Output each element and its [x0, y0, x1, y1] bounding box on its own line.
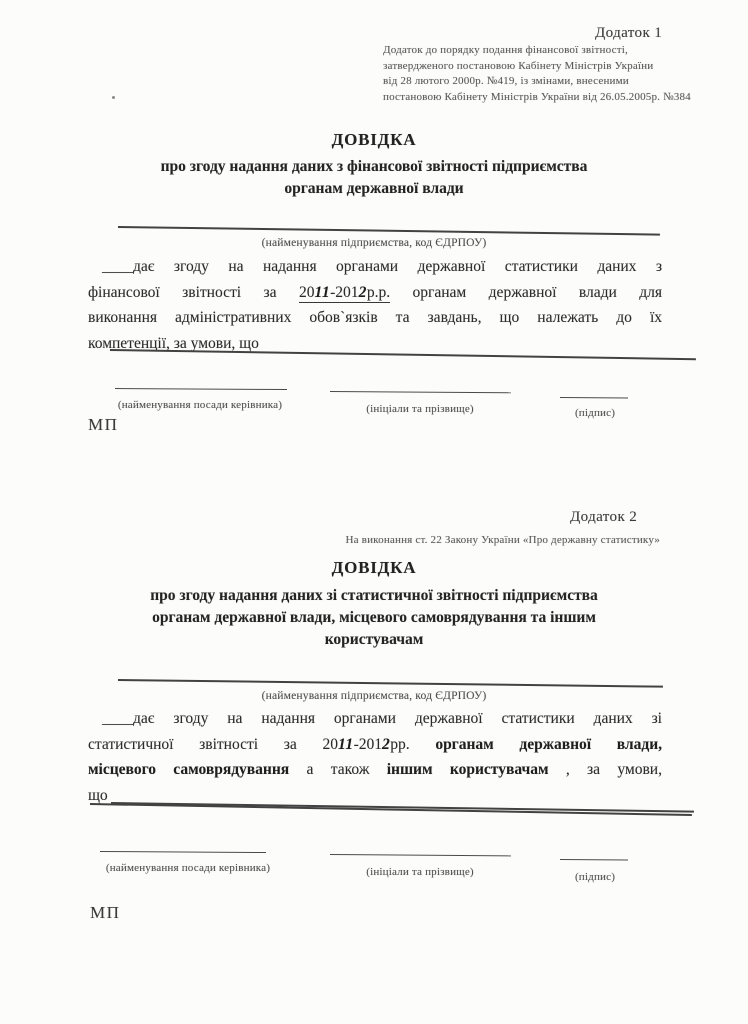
paragraph-line: [88, 732, 662, 758]
appendix-1-reference-note: [383, 43, 691, 105]
paragraph-text: фінансової звітності за: [88, 283, 299, 301]
year-text: -201: [353, 735, 383, 753]
subtitle-line: користувачам: [324, 631, 424, 648]
appendix-2-reference-note: На виконання ст. 22 Закону України «Про державну статистику»: [345, 534, 660, 546]
signature-line-name: [330, 391, 511, 393]
note-line: Додаток до порядку подання фінансової звітності,: [383, 44, 628, 56]
consent-paragraph-1: [88, 254, 662, 356]
paragraph-line: [88, 280, 662, 306]
subtitle-line: органам державної влади: [284, 180, 464, 197]
paragraph-text: що: [88, 786, 108, 804]
consent-paragraph-2: [88, 706, 662, 808]
handwritten-digits: 11: [314, 283, 331, 301]
handwritten-digit: 2: [382, 735, 391, 753]
paragraph-bold-text: органам державної влади,: [409, 735, 663, 753]
paragraph-text: дає згоду на надання органами державної статистики даних зі: [133, 710, 662, 727]
signature-caption-sign: (підпис): [574, 407, 616, 419]
paragraph-line: [88, 254, 662, 280]
subtitle-line: про згоду надання даних з фінансової звітності підприємства: [160, 158, 588, 175]
year-text: р.р.: [366, 283, 391, 301]
year-text: 20: [322, 735, 338, 753]
signature-caption-name: (ініціали та прізвище): [366, 866, 474, 878]
paragraph-text: а також: [289, 761, 387, 778]
signature-line-position: [100, 851, 266, 853]
company-field-caption: (найменування підприємства, код ЄДРПОУ): [261, 237, 487, 249]
subtitle-line: про згоду надання даних зі статистичної звітності підприємства: [150, 587, 598, 604]
paragraph-text: виконання адміністративних обов`язків та завдань, що належать до їх: [88, 309, 662, 326]
note-line: постановою Кабінету Міністрів України від 26.05.2005р. №384: [383, 90, 691, 103]
document-1-subtitle: [0, 156, 748, 200]
signature-caption-sign: (підпис): [574, 871, 616, 883]
year-text: 20: [298, 283, 315, 301]
stamp-place-label: МП: [88, 415, 119, 434]
signature-line-sign: [560, 397, 628, 398]
paragraph-line: [88, 757, 662, 783]
paragraph-text: дає згоду на надання органами державної статистики даних з: [133, 258, 662, 275]
paragraph-bold-text: іншим користувачам: [386, 761, 549, 778]
blank-underscores: ____: [102, 258, 133, 275]
blank-underscores: ____: [102, 710, 133, 727]
year-text: рр.: [390, 735, 410, 753]
paragraph-text: органам державної влади для: [390, 283, 663, 301]
subtitle-line: органам державної влади, місцевого самоврядування та іншим: [152, 609, 596, 626]
signature-caption-name: (ініціали та прізвище): [366, 403, 474, 415]
conditions-blank-line: [111, 783, 695, 812]
company-name-blank-line: [118, 679, 663, 688]
appendix-2-label: Додаток 2: [570, 509, 638, 525]
signature-caption-position: (найменування посади керівника): [105, 862, 271, 874]
paragraph-bold-text: місцевого самоврядування: [88, 761, 290, 778]
paragraph-text: , за умови,: [548, 761, 662, 778]
paragraph-line: [88, 305, 662, 331]
note-line: від 28 лютого 2000р. №419, із змінами, внесеними: [383, 75, 629, 87]
year-text: -201: [330, 283, 359, 301]
signature-line-name: [330, 854, 511, 856]
handwritten-digits: 11: [337, 735, 354, 753]
paragraph-line: [88, 706, 662, 732]
signature-line-sign: [560, 859, 628, 860]
company-field-caption: (найменування підприємства, код ЄДРПОУ): [261, 690, 487, 702]
document-2-title: ДОВІДКА: [331, 558, 417, 577]
signature-line-position: [115, 388, 287, 390]
stamp-place-label: МП: [90, 903, 121, 922]
year-range-field: [299, 284, 390, 303]
note-line: затвердженого постановою Кабінету Міністрів України: [383, 59, 654, 72]
document-1-title: ДОВІДКА: [331, 130, 417, 149]
year-range-field: [322, 736, 409, 753]
paragraph-text: статистичної звітності за: [88, 735, 323, 753]
handwritten-digit: 2: [358, 283, 367, 301]
scan-speck: [112, 96, 115, 99]
paragraph-text: компетенції, за умови, що: [88, 334, 259, 352]
appendix-1-label: Додаток 1: [595, 25, 663, 41]
signature-caption-position: (найменування посади керівника): [117, 399, 283, 411]
company-name-blank-line: [118, 226, 660, 236]
document-2-subtitle: [0, 585, 748, 651]
